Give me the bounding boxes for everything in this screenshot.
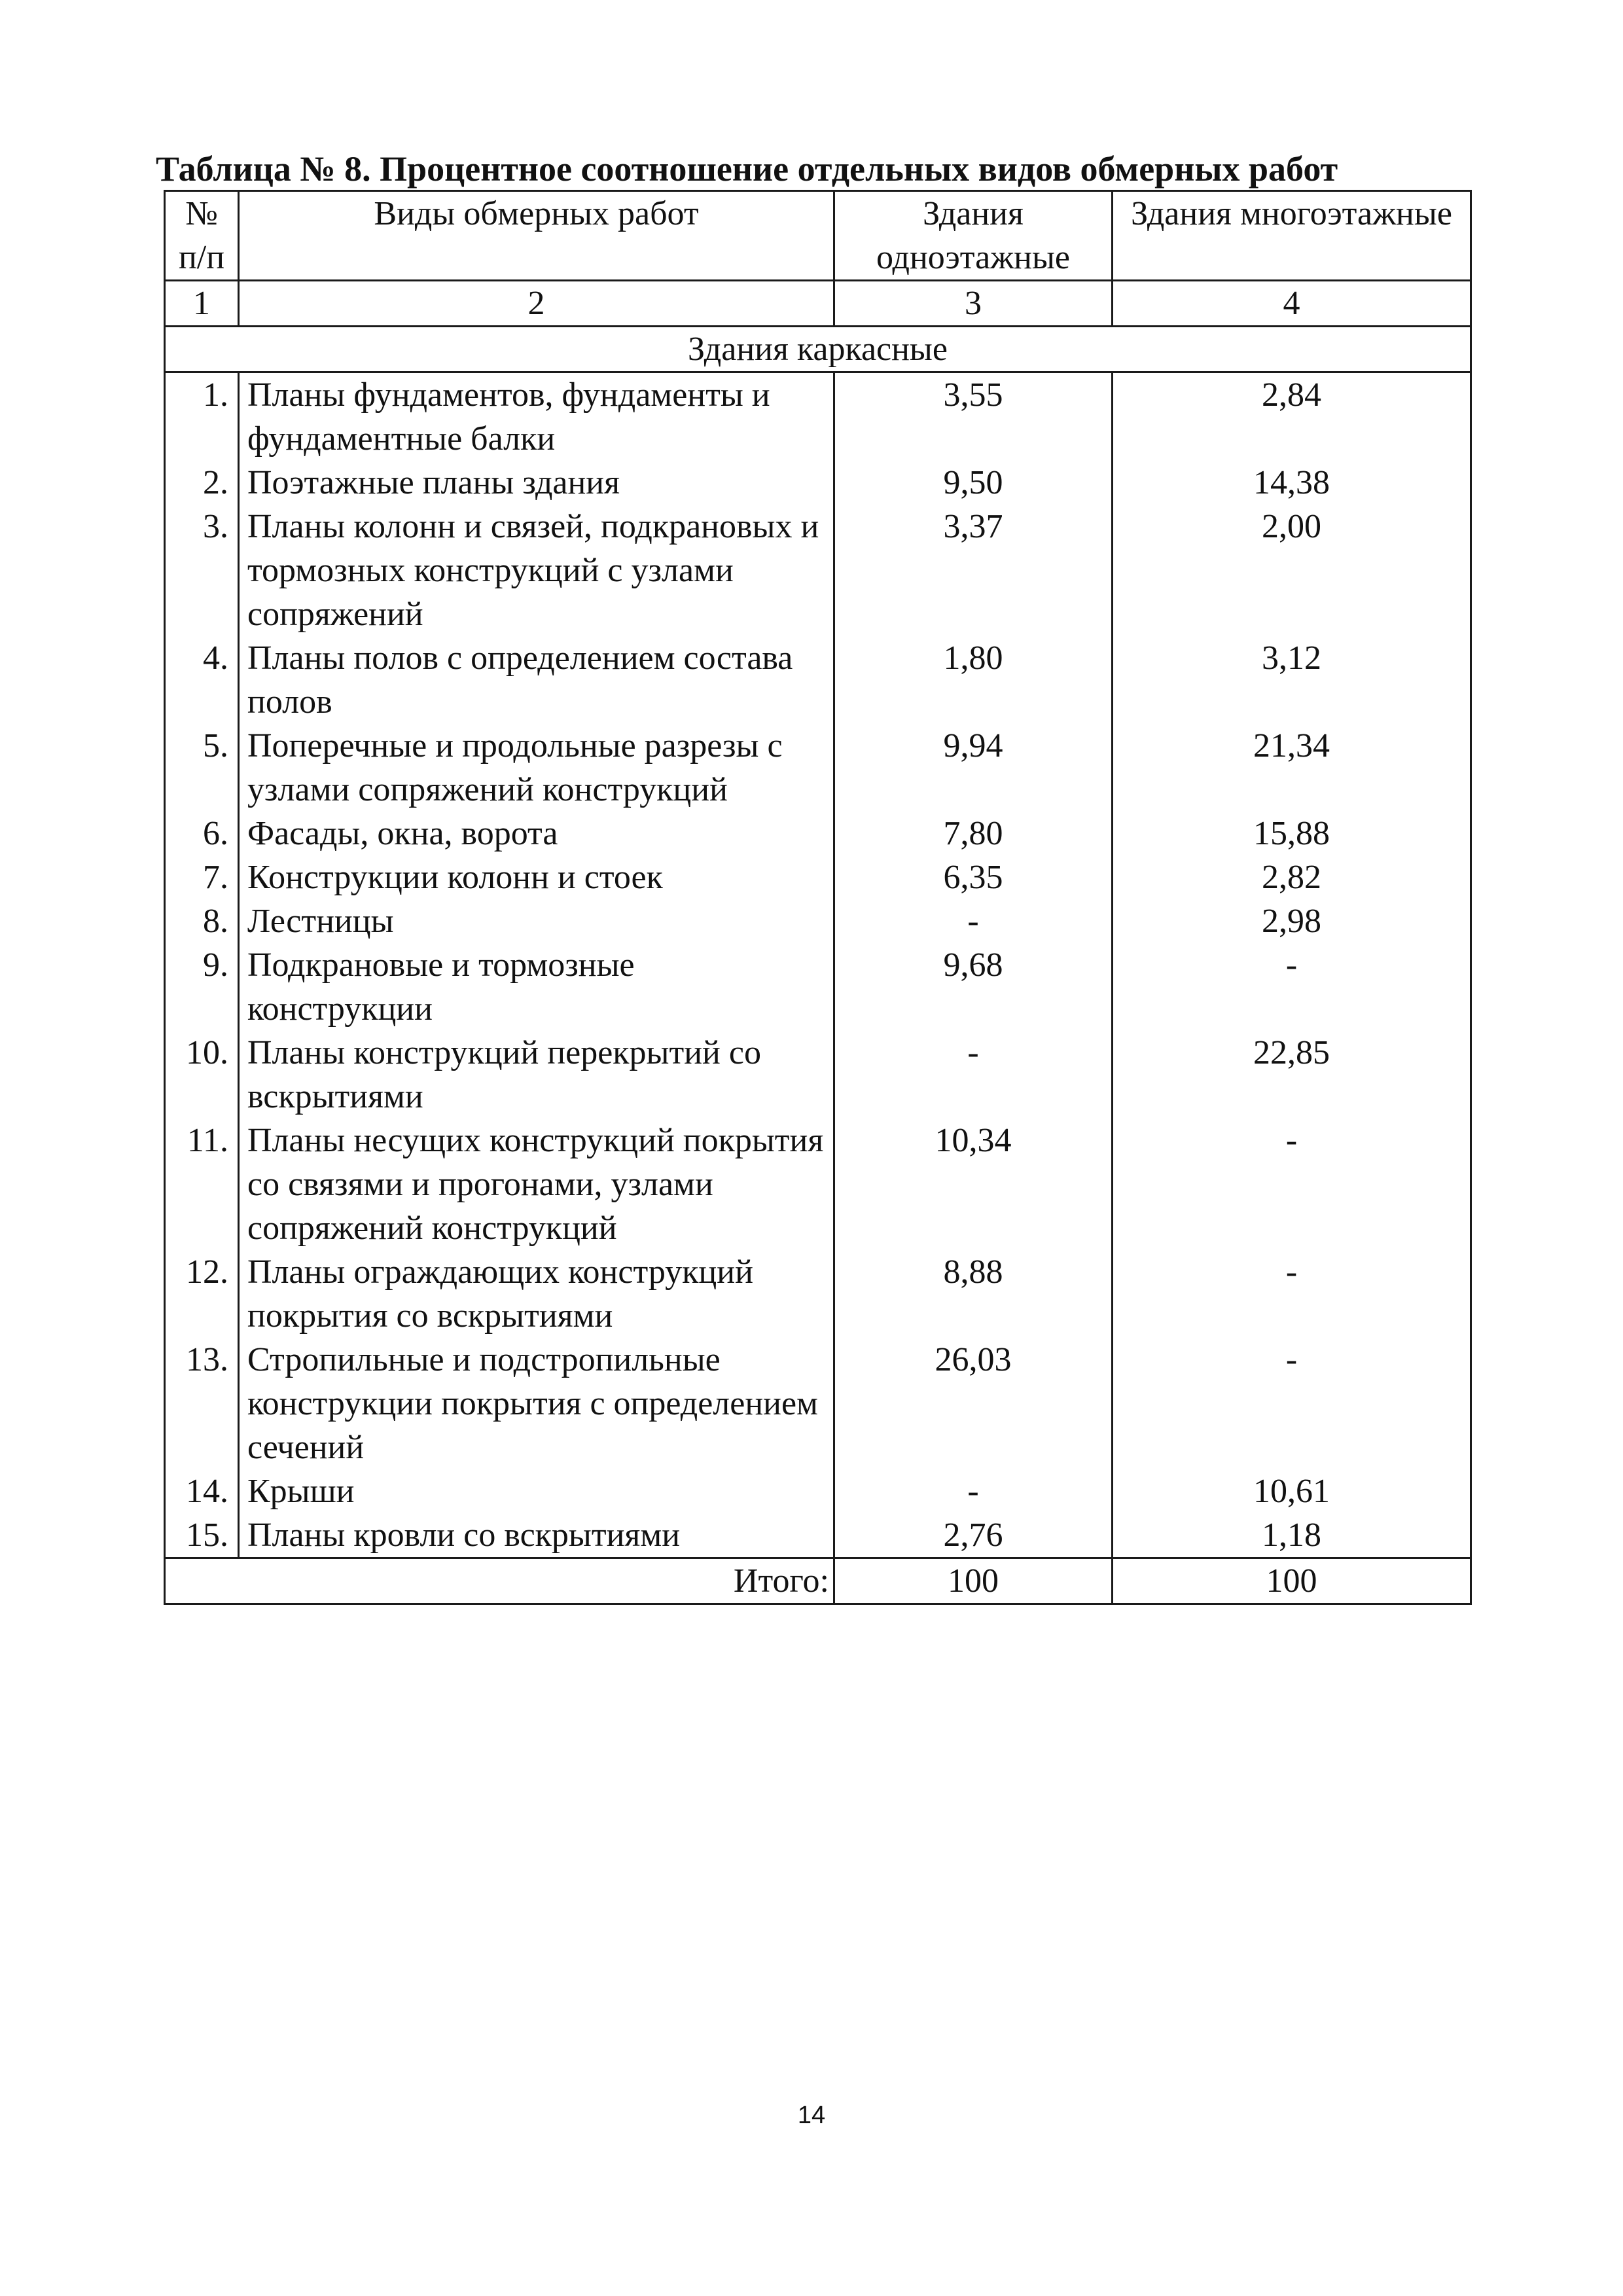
header-work-type: Виды обмерных работ xyxy=(239,191,834,281)
table-title: Таблица № 8. Процентное соотношение отдельных видов обмерных работ xyxy=(156,149,1338,188)
measurement-works-table xyxy=(164,190,1472,1605)
row-work-type: Поперечные и продольные разрезы с узлами сопряжений конструкций xyxy=(239,724,834,812)
table-row xyxy=(165,1513,1471,1558)
row-number: 1. xyxy=(165,372,239,461)
row-multi-storey-value: 10,61 xyxy=(1113,1469,1471,1513)
row-work-type: Планы полов с определением состава полов xyxy=(239,636,834,724)
table-row xyxy=(165,1469,1471,1513)
row-work-type: Поэтажные планы здания xyxy=(239,461,834,505)
row-number: 6. xyxy=(165,812,239,855)
table-row xyxy=(165,1338,1471,1469)
table-row xyxy=(165,943,1471,1031)
row-work-type: Планы конструкций перекрытий со вскрытиями xyxy=(239,1031,834,1119)
row-multi-storey-value: 3,12 xyxy=(1113,636,1471,724)
row-work-type: Планы ограждающих конструкций покрытия со вскрытиями xyxy=(239,1250,834,1338)
table-row xyxy=(165,636,1471,724)
row-number: 9. xyxy=(165,943,239,1031)
row-multi-storey-value: 2,82 xyxy=(1113,855,1471,899)
total-label: Итого: xyxy=(165,1558,834,1604)
column-number-row xyxy=(165,281,1471,327)
row-multi-storey-value: 2,98 xyxy=(1113,899,1471,943)
table-row xyxy=(165,1119,1471,1250)
row-work-type: Подкрановые и тормозные конструкции xyxy=(239,943,834,1031)
row-one-storey-value: 26,03 xyxy=(834,1338,1113,1469)
row-multi-storey-value: 14,38 xyxy=(1113,461,1471,505)
header-number: № п/п xyxy=(165,191,239,281)
row-work-type: Планы колонн и связей, подкрановых и тормозных конструкций с узлами сопряжений xyxy=(239,505,834,636)
row-one-storey-value: 7,80 xyxy=(834,812,1113,855)
row-number: 8. xyxy=(165,899,239,943)
table-row xyxy=(165,372,1471,461)
row-one-storey-value: 8,88 xyxy=(834,1250,1113,1338)
row-one-storey-value: - xyxy=(834,1469,1113,1513)
section-row xyxy=(165,327,1471,372)
row-number: 3. xyxy=(165,505,239,636)
row-multi-storey-value: 15,88 xyxy=(1113,812,1471,855)
table-row xyxy=(165,724,1471,812)
table-row xyxy=(165,1031,1471,1119)
row-one-storey-value: 10,34 xyxy=(834,1119,1113,1250)
row-work-type: Планы несущих конструкций покрытия со связями и прогонами, узлами сопряжений конструкций xyxy=(239,1119,834,1250)
table-row xyxy=(165,899,1471,943)
table-body xyxy=(165,372,1471,1558)
table-row xyxy=(165,505,1471,636)
header-one-storey: Здания одноэтажные xyxy=(834,191,1113,281)
row-number: 10. xyxy=(165,1031,239,1119)
row-work-type: Планы фундаментов, фундаменты и фундаментные балки xyxy=(239,372,834,461)
row-multi-storey-value: - xyxy=(1113,943,1471,1031)
column-number: 3 xyxy=(834,281,1113,327)
row-work-type: Планы кровли со вскрытиями xyxy=(239,1513,834,1558)
row-one-storey-value: 9,68 xyxy=(834,943,1113,1031)
row-work-type: Стропильные и подстропильные конструкции покрытия с определением сечений xyxy=(239,1338,834,1469)
total-one-storey: 100 xyxy=(834,1558,1113,1604)
column-number: 2 xyxy=(239,281,834,327)
table-row xyxy=(165,461,1471,505)
row-one-storey-value: 6,35 xyxy=(834,855,1113,899)
total-row xyxy=(165,1558,1471,1604)
row-number: 2. xyxy=(165,461,239,505)
total-multi-storey: 100 xyxy=(1113,1558,1471,1604)
row-number: 15. xyxy=(165,1513,239,1558)
row-one-storey-value: 3,55 xyxy=(834,372,1113,461)
row-number: 12. xyxy=(165,1250,239,1338)
row-one-storey-value: - xyxy=(834,1031,1113,1119)
row-number: 14. xyxy=(165,1469,239,1513)
row-one-storey-value: - xyxy=(834,899,1113,943)
row-multi-storey-value: 2,00 xyxy=(1113,505,1471,636)
header-multi-storey: Здания многоэтажные xyxy=(1113,191,1471,281)
row-work-type: Конструкции колонн и стоек xyxy=(239,855,834,899)
row-multi-storey-value: - xyxy=(1113,1119,1471,1250)
page-number: 14 xyxy=(797,2102,826,2129)
row-multi-storey-value: - xyxy=(1113,1250,1471,1338)
row-multi-storey-value: 2,84 xyxy=(1113,372,1471,461)
column-number: 4 xyxy=(1113,281,1471,327)
column-number: 1 xyxy=(165,281,239,327)
row-one-storey-value: 1,80 xyxy=(834,636,1113,724)
row-work-type: Крыши xyxy=(239,1469,834,1513)
row-work-type: Лестницы xyxy=(239,899,834,943)
row-one-storey-value: 3,37 xyxy=(834,505,1113,636)
row-multi-storey-value: 22,85 xyxy=(1113,1031,1471,1119)
row-number: 4. xyxy=(165,636,239,724)
table-row xyxy=(165,1250,1471,1338)
row-one-storey-value: 9,94 xyxy=(834,724,1113,812)
row-multi-storey-value: 1,18 xyxy=(1113,1513,1471,1558)
table-row xyxy=(165,855,1471,899)
row-number: 11. xyxy=(165,1119,239,1250)
row-work-type: Фасады, окна, ворота xyxy=(239,812,834,855)
row-number: 5. xyxy=(165,724,239,812)
table-header-row xyxy=(165,191,1471,281)
row-number: 7. xyxy=(165,855,239,899)
row-multi-storey-value: - xyxy=(1113,1338,1471,1469)
row-one-storey-value: 9,50 xyxy=(834,461,1113,505)
row-multi-storey-value: 21,34 xyxy=(1113,724,1471,812)
table-row xyxy=(165,812,1471,855)
row-number: 13. xyxy=(165,1338,239,1469)
row-one-storey-value: 2,76 xyxy=(834,1513,1113,1558)
section-title: Здания каркасные xyxy=(165,327,1471,372)
